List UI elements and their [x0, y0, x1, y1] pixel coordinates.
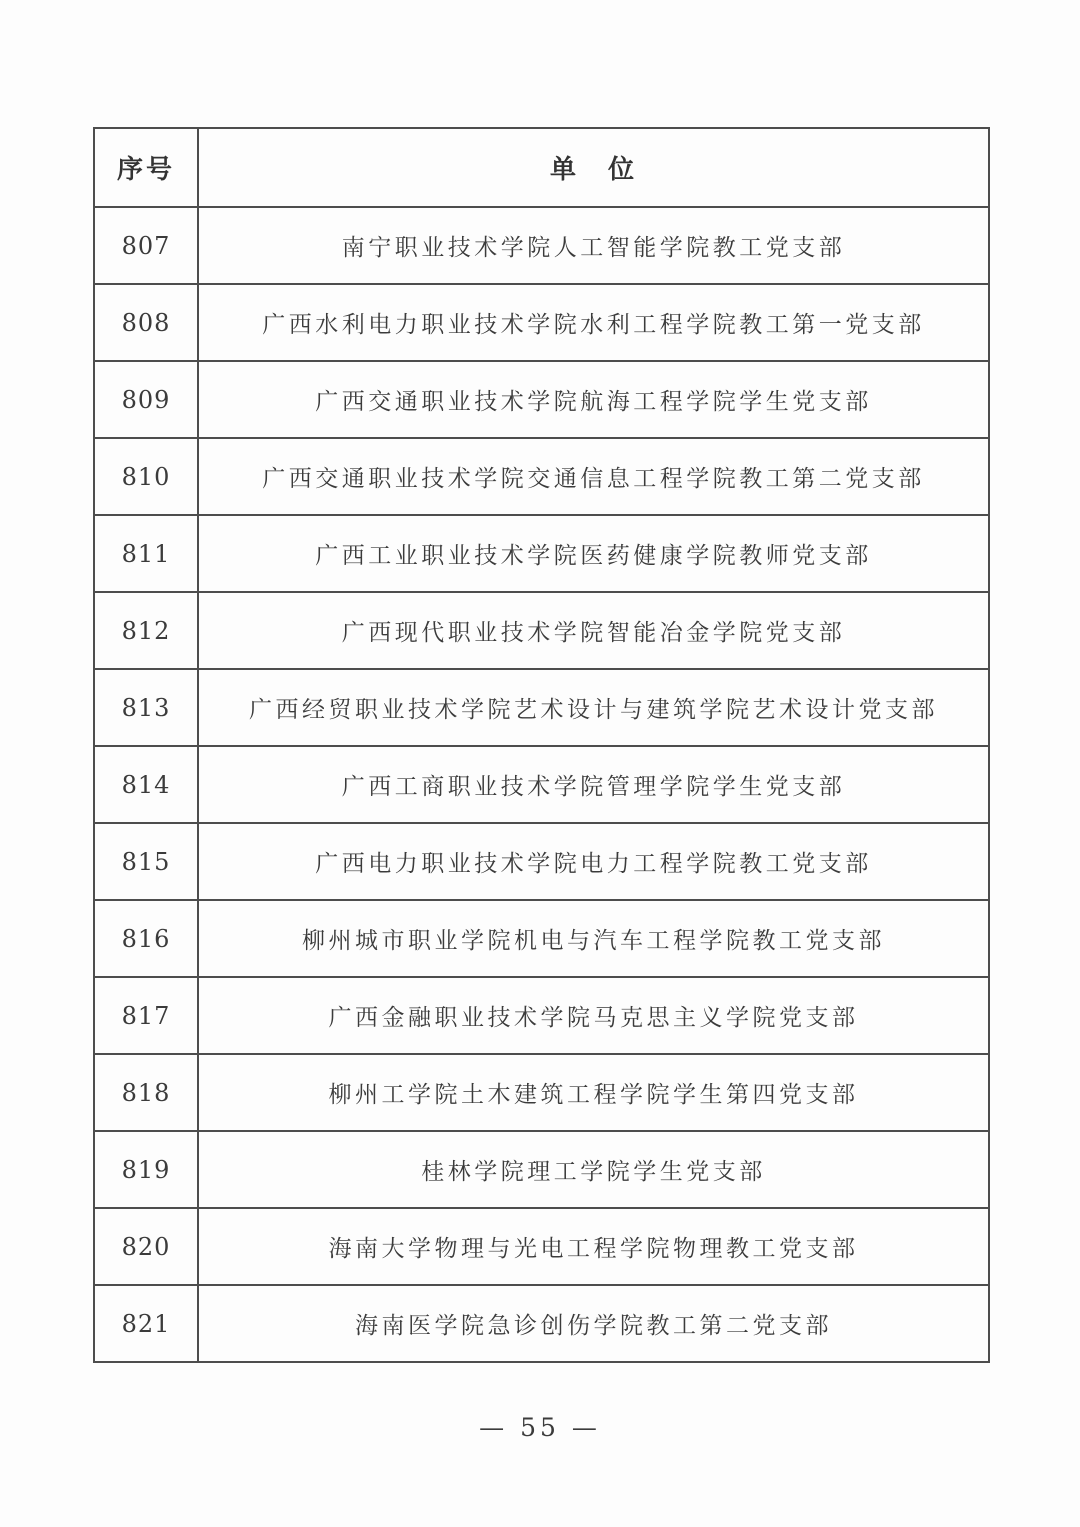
serial-cell: 811 [94, 515, 198, 592]
serial-cell: 815 [94, 823, 198, 900]
unit-cell: 广西水利电力职业技术学院水利工程学院教工第一党支部 [198, 284, 989, 361]
serial-header-cell: 序号 [94, 128, 198, 207]
serial-cell: 819 [94, 1131, 198, 1208]
table-row [94, 284, 989, 361]
serial-cell: 816 [94, 900, 198, 977]
serial-cell: 820 [94, 1208, 198, 1285]
serial-cell: 817 [94, 977, 198, 1054]
table-row [94, 746, 989, 823]
unit-cell: 柳州城市职业学院机电与汽车工程学院教工党支部 [198, 900, 989, 977]
serial-cell: 821 [94, 1285, 198, 1362]
table-row [94, 592, 989, 669]
unit-cell: 广西现代职业技术学院智能冶金学院党支部 [198, 592, 989, 669]
serial-cell: 813 [94, 669, 198, 746]
unit-cell: 海南大学物理与光电工程学院物理教工党支部 [198, 1208, 989, 1285]
unit-cell: 广西电力职业技术学院电力工程学院教工党支部 [198, 823, 989, 900]
unit-cell: 广西交通职业技术学院航海工程学院学生党支部 [198, 361, 989, 438]
unit-cell: 南宁职业技术学院人工智能学院教工党支部 [198, 207, 989, 284]
unit-cell: 广西金融职业技术学院马克思主义学院党支部 [198, 977, 989, 1054]
table-row [94, 669, 989, 746]
unit-cell: 桂林学院理工学院学生党支部 [198, 1131, 989, 1208]
table-row [94, 361, 989, 438]
page-number: — 55 — [479, 1413, 601, 1442]
unit-list-table [93, 127, 990, 1363]
table-row [94, 438, 989, 515]
unit-cell: 柳州工学院土木建筑工程学院学生第四党支部 [198, 1054, 989, 1131]
serial-cell: 818 [94, 1054, 198, 1131]
serial-cell: 810 [94, 438, 198, 515]
table-row [94, 900, 989, 977]
table-row [94, 977, 989, 1054]
serial-cell: 808 [94, 284, 198, 361]
unit-header-cell: 单 位 [198, 128, 989, 207]
serial-cell: 807 [94, 207, 198, 284]
unit-cell: 广西工商职业技术学院管理学院学生党支部 [198, 746, 989, 823]
table-row [94, 1285, 989, 1362]
table-row [94, 1208, 989, 1285]
table-row [94, 1054, 989, 1131]
unit-cell: 广西经贸职业技术学院艺术设计与建筑学院艺术设计党支部 [198, 669, 989, 746]
serial-cell: 812 [94, 592, 198, 669]
serial-cell: 814 [94, 746, 198, 823]
serial-cell: 809 [94, 361, 198, 438]
unit-cell: 广西交通职业技术学院交通信息工程学院教工第二党支部 [198, 438, 989, 515]
table-header-row [94, 128, 989, 207]
table-row [94, 207, 989, 284]
table-row [94, 823, 989, 900]
unit-cell: 广西工业职业技术学院医药健康学院教师党支部 [198, 515, 989, 592]
table-row [94, 515, 989, 592]
table-row [94, 1131, 989, 1208]
unit-cell: 海南医学院急诊创伤学院教工第二党支部 [198, 1285, 989, 1362]
